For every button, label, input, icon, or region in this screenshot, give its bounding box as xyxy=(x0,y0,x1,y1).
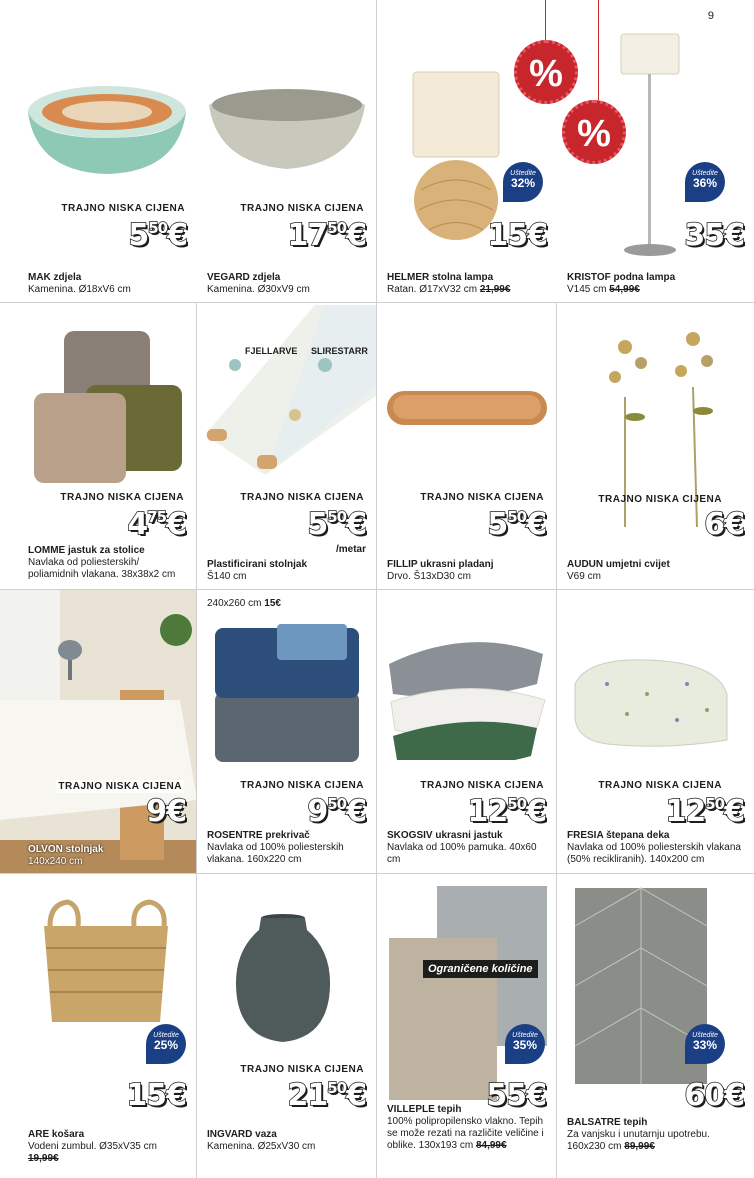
fresia-blanket-image xyxy=(567,654,731,750)
skogsiv-pillow-image xyxy=(387,624,547,760)
fabric-label: SLIRESTARR xyxy=(311,346,368,356)
product-cell-fillip[interactable] xyxy=(377,303,557,590)
olvon-room-photo xyxy=(0,590,197,874)
product-text: KRISTOF podna lampa V145 cm 54,99€ xyxy=(567,272,676,295)
product-cell-olvon[interactable] xyxy=(0,590,197,874)
kristof-lamp-image xyxy=(619,32,683,264)
product-text: VILLEPLE tepih 100% polipropilensko vlakno. Tepih se može rezati na različite veličine i oblike. 130x193 cm 84,99€ xyxy=(387,1104,544,1151)
helmer-lamp-image xyxy=(409,70,509,240)
stamp: TRAJNO NISKA CIJENA xyxy=(240,203,364,214)
save-badge: Uštedite 33% xyxy=(685,1024,725,1064)
save-badge: Uštedite 36% xyxy=(685,162,725,202)
stamp: TRAJNO NISKA CIJENA xyxy=(598,494,722,505)
product-text: FRESIA štepana deka Navlaka od 100% poliesterskih vlakana (50% recikliranih). 140x200 cm xyxy=(567,830,741,865)
price: $9^{50}€$ xyxy=(307,794,366,829)
price: 55€ xyxy=(486,1078,546,1113)
price: $12^{50}€$ xyxy=(665,794,744,829)
price: $17^{50}€$ xyxy=(287,218,366,253)
stamp: TRAJNO NISKA CIJENA xyxy=(420,780,544,791)
product-cell-ingvard[interactable] xyxy=(197,874,377,1178)
stamp: TRAJNO NISKA CIJENA xyxy=(61,203,185,214)
rosentre-quilt-image xyxy=(213,622,363,766)
product-text: LOMME jastuk za stolice Navlaka od poliesterskih/ poliamidnih vlakana. 38x38x2 cm xyxy=(28,545,176,580)
product-text: AUDUN umjetni cvijet V69 cm xyxy=(567,559,670,582)
price: 15€ xyxy=(126,1078,186,1113)
price: $12^{50}€$ xyxy=(467,794,546,829)
stamp: TRAJNO NISKA CIJENA xyxy=(240,1064,364,1075)
price: $5^{50}€$ xyxy=(128,218,187,253)
product-cell-villeple[interactable] xyxy=(377,874,557,1178)
product-text: OLVON stolnjak 140x240 cm xyxy=(28,844,104,867)
tag-string xyxy=(545,0,546,42)
limited-quantity-label: Ograničene količine xyxy=(423,960,538,978)
product-text: FILLIP ukrasni pladanj Drvo. Š13xD30 cm xyxy=(387,559,494,582)
tablecloth-rolls-image xyxy=(205,305,377,475)
villeple-rug-image xyxy=(387,884,549,1104)
product-text: VEGARD zdjela Kamenina. Ø30xV9 cm xyxy=(207,272,310,295)
product-cell-rosentre[interactable] xyxy=(197,590,377,874)
product-cell-are[interactable] xyxy=(0,874,197,1178)
stamp: TRAJNO NISKA CIJENA xyxy=(240,492,364,503)
product-cell-fresia[interactable] xyxy=(557,590,754,874)
product-text: HELMER stolna lampa Ratan. Ø17xV32 cm 21,99€ xyxy=(387,272,511,295)
stamp: TRAJNO NISKA CIJENA xyxy=(598,780,722,791)
price: $5^{50}€$ xyxy=(487,507,546,542)
mak-bowl-image xyxy=(26,82,188,177)
price: 9€ xyxy=(146,794,186,829)
save-badge: Uštedite 35% xyxy=(505,1024,545,1064)
stamp: TRAJNO NISKA CIJENA xyxy=(58,781,182,792)
product-text: ROSENTRE prekrivač Navlaka od 100% poliesterskih vlakana. 160x220 cm xyxy=(207,830,344,865)
price: 6€ xyxy=(704,507,744,542)
are-basket-image xyxy=(40,898,172,1026)
fabric-label: FJELLARVE xyxy=(245,346,298,356)
product-cell-tablecloth[interactable] xyxy=(197,303,377,590)
stamp: TRAJNO NISKA CIJENA xyxy=(420,492,544,503)
product-cell-lomme[interactable] xyxy=(0,303,197,590)
product-text: ARE košara Vodeni zumbul. Ø35xV35 cm 19,99€ xyxy=(28,1129,157,1164)
vegard-bowl-image xyxy=(207,83,367,173)
product-cell-audun[interactable] xyxy=(557,303,754,590)
price: $5^{50}€$ xyxy=(307,507,366,542)
save-badge: Uštedite 25% xyxy=(146,1024,186,1064)
product-cell-balsatre[interactable] xyxy=(557,874,754,1178)
product-cell-mak[interactable] xyxy=(0,0,197,303)
product-text: INGVARD vaza Kamenina. Ø25xV30 cm xyxy=(207,1129,316,1152)
price: $21^{50}€$ xyxy=(287,1078,366,1113)
price-unit: /metar xyxy=(335,544,366,555)
product-text: SKOGSIV ukrasni jastuk Navlaka od 100% pamuka. 40x60 cm xyxy=(387,830,537,865)
product-cell-skogsiv[interactable] xyxy=(377,590,557,874)
tag-string xyxy=(598,0,599,100)
product-text: BALSATRE tepih Za vanjsku i unutarnju upotrebu. 160x230 cm 89,99€ xyxy=(567,1117,710,1152)
ingvard-vase-image xyxy=(231,914,335,1046)
price: 15€ xyxy=(487,218,547,253)
price: 60€ xyxy=(684,1078,744,1113)
page-number: 9 xyxy=(707,10,714,22)
price: 35€ xyxy=(684,218,744,253)
product-cell-vegard[interactable] xyxy=(197,0,377,303)
save-badge: Uštedite 32% xyxy=(503,162,543,202)
sale-percent-tag: % xyxy=(562,100,626,164)
price: $4^{75}€$ xyxy=(127,507,186,542)
sale-percent-tag: % xyxy=(514,40,578,104)
fillip-tray-image xyxy=(385,387,549,431)
stamp: TRAJNO NISKA CIJENA xyxy=(60,492,184,503)
product-text: Plastificirani stolnjak Š140 cm xyxy=(207,559,308,582)
product-text: MAK zdjela Kamenina. Ø18xV6 cm xyxy=(28,272,131,295)
lomme-cushion-image xyxy=(28,327,188,489)
stamp: TRAJNO NISKA CIJENA xyxy=(240,780,364,791)
size-note: 240x260 cm 15€ xyxy=(207,598,281,609)
